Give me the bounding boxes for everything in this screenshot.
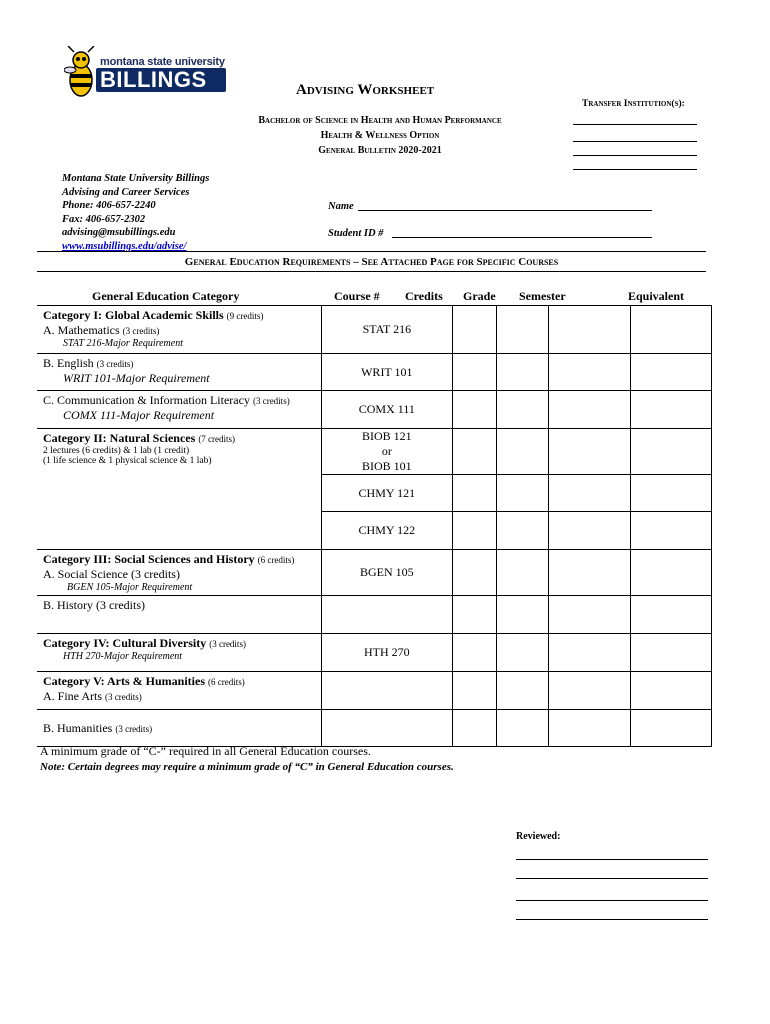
cat1-math-credits: (3 credits) xyxy=(122,326,160,336)
student-id-label: Student ID # xyxy=(328,228,384,239)
col-header-category: General Education Category xyxy=(92,289,240,303)
col-header-semester: Semester xyxy=(519,289,566,303)
semester-cell[interactable] xyxy=(549,634,631,672)
cat5-credits: (6 credits) xyxy=(208,677,245,687)
degree-line-1: Bachelor of Science in Health and Human Performance xyxy=(258,115,502,126)
section-title: General Education Requirements – See Attached Page for Specific Courses xyxy=(184,256,559,268)
cat1-title: Category I: Global Academic Skills xyxy=(43,308,224,322)
cat1-credits: (9 credits) xyxy=(226,311,264,321)
course-chmy121: CHMY 121 xyxy=(321,475,452,512)
table-row xyxy=(37,672,712,710)
degree-line-3: General Bulletin 2020-2021 xyxy=(318,145,442,156)
table-row xyxy=(37,596,712,634)
cat1-english-credits: (3 credits) xyxy=(96,359,134,369)
cat2-title: Category II: Natural Sciences xyxy=(43,431,196,445)
course-chmy122: CHMY 122 xyxy=(321,512,452,550)
grade-cell[interactable] xyxy=(496,672,549,710)
cat2-cell xyxy=(37,429,321,550)
transfer-institution-line-4[interactable] xyxy=(573,169,697,170)
course-finearts-blank[interactable] xyxy=(321,672,452,710)
grade-cell[interactable] xyxy=(496,710,549,747)
table-row xyxy=(37,710,712,747)
table-row xyxy=(37,306,712,354)
equivalent-cell[interactable] xyxy=(631,672,712,710)
logo-university-text: montana state university xyxy=(100,56,225,68)
cat1-english-cell xyxy=(37,354,321,391)
transfer-institution-line-2[interactable] xyxy=(573,141,697,142)
cat5-humanities-credits: (3 credits) xyxy=(115,723,153,734)
cat3-history-label: B. History (3 credits) xyxy=(43,598,145,612)
cat2-line-2: (1 life science & 1 physical science & 1 lab) xyxy=(43,456,212,466)
grade-cell[interactable] xyxy=(496,354,549,391)
grade-cell[interactable] xyxy=(496,596,549,634)
semester-cell[interactable] xyxy=(549,550,631,596)
page-title: Advising Worksheet xyxy=(296,82,435,98)
cat5-humanities-label: B. Humanities xyxy=(43,720,113,735)
credits-cell[interactable] xyxy=(452,391,496,429)
transfer-institution-line-1[interactable] xyxy=(573,124,697,125)
semester-cell[interactable] xyxy=(549,710,631,747)
col-header-grade: Grade xyxy=(463,289,496,303)
credits-cell[interactable] xyxy=(452,512,496,550)
grade-cell[interactable] xyxy=(496,634,549,672)
cat1-math-req: STAT 216-Major Requirement xyxy=(63,338,183,349)
transfer-institution-label: Transfer Institution(s): xyxy=(582,99,685,109)
note-min-grade: A minimum grade of “C-” required in all General Education courses. xyxy=(40,744,371,758)
semester-cell[interactable] xyxy=(549,672,631,710)
note-certain-degrees: Note: Certain degrees may require a minimum grade of “C” in General Education courses. xyxy=(40,761,454,773)
course-or: or xyxy=(381,444,392,458)
cat2-line-1: 2 lectures (6 credits) & 1 lab (1 credit) xyxy=(43,446,190,456)
reviewed-label: Reviewed: xyxy=(516,831,561,842)
contact-phone: Phone: 406-657-2240 xyxy=(62,200,156,211)
cat5-finearts-cell xyxy=(37,672,321,710)
equivalent-cell[interactable] xyxy=(631,475,712,512)
equivalent-cell[interactable] xyxy=(631,596,712,634)
course-writ101: WRIT 101 xyxy=(321,354,452,391)
grade-cell[interactable] xyxy=(496,550,549,596)
semester-cell[interactable] xyxy=(549,306,631,354)
table-row xyxy=(37,550,712,596)
cat1-comm-req: COMX 111-Major Requirement xyxy=(63,408,215,422)
name-label: Name xyxy=(328,201,354,212)
equivalent-cell[interactable] xyxy=(631,550,712,596)
grade-cell[interactable] xyxy=(496,475,549,512)
semester-cell[interactable] xyxy=(549,475,631,512)
cat5-finearts-label: A. Fine Arts xyxy=(43,689,103,703)
cat3-history-cell xyxy=(37,596,321,634)
cat4-req: HTH 270-Major Requirement xyxy=(63,651,183,662)
cat3-social-cell xyxy=(37,550,321,596)
equivalent-cell[interactable] xyxy=(631,634,712,672)
credits-cell[interactable] xyxy=(452,672,496,710)
credits-cell[interactable] xyxy=(452,634,496,672)
grade-cell[interactable] xyxy=(496,306,549,354)
credits-cell[interactable] xyxy=(452,429,496,475)
cat4-cell xyxy=(37,634,321,672)
cat2-credits: (7 credits) xyxy=(198,434,236,444)
cat3-social-req: BGEN 105-Major Requirement xyxy=(67,582,193,593)
section-rule-bottom xyxy=(37,271,706,272)
equivalent-cell[interactable] xyxy=(631,391,712,429)
transfer-institution-line-3[interactable] xyxy=(573,155,697,156)
semester-cell[interactable] xyxy=(549,354,631,391)
section-rule-top xyxy=(37,251,706,252)
col-header-course: Course # xyxy=(334,289,380,303)
course-stat216: STAT 216 xyxy=(321,306,452,354)
table-row xyxy=(37,429,712,475)
contact-dept: Advising and Career Services xyxy=(62,186,190,198)
cat4-title: Category IV: Cultural Diversity xyxy=(43,636,207,650)
reviewed-line-2[interactable] xyxy=(516,878,708,879)
degree-line-2: Health & Wellness Option xyxy=(320,130,440,141)
course-biob101: BIOB 101 xyxy=(362,459,412,473)
table-row xyxy=(37,634,712,672)
contact-info xyxy=(62,172,209,253)
cat1-comm-credits: (3 credits) xyxy=(252,396,290,406)
equivalent-cell[interactable] xyxy=(631,354,712,391)
cat5-finearts-credits: (3 credits) xyxy=(105,692,142,702)
cat3-credits: (6 credits) xyxy=(257,555,295,565)
col-header-equivalent: Equivalent xyxy=(628,289,685,303)
yellowjacket-mascot-icon xyxy=(64,46,98,102)
credits-cell[interactable] xyxy=(452,596,496,634)
cat1-math-cell xyxy=(37,306,321,354)
cat1-comm-cell xyxy=(37,391,321,429)
cat5-title: Category V: Arts & Humanities xyxy=(43,674,205,688)
equivalent-cell[interactable] xyxy=(631,710,712,747)
col-header-credits: Credits xyxy=(405,289,443,303)
equivalent-cell[interactable] xyxy=(631,429,712,475)
credits-cell[interactable] xyxy=(452,475,496,512)
reviewed-line-3[interactable] xyxy=(516,900,708,901)
course-history-blank[interactable] xyxy=(321,596,452,634)
grade-cell[interactable] xyxy=(496,391,549,429)
name-field[interactable] xyxy=(358,210,652,211)
cat3-social-label: A. Social Science (3 credits) xyxy=(43,567,180,581)
semester-cell[interactable] xyxy=(549,429,631,475)
credits-cell[interactable] xyxy=(452,354,496,391)
semester-cell[interactable] xyxy=(549,512,631,550)
cat1-english-req: WRIT 101-Major Requirement xyxy=(63,371,210,385)
credits-cell[interactable] xyxy=(452,306,496,354)
semester-cell[interactable] xyxy=(549,391,631,429)
contact-web-link[interactable]: www.msubillings.edu/advise/ xyxy=(62,240,187,252)
logo-billings-text: BILLINGS xyxy=(100,67,207,92)
reviewed-line-4[interactable] xyxy=(516,919,708,920)
credits-cell[interactable] xyxy=(452,710,496,747)
course-biob121: BIOB 121 xyxy=(362,429,412,443)
grade-cell[interactable] xyxy=(496,512,549,550)
cat4-credits: (3 credits) xyxy=(209,639,246,649)
cat1-math-label: A. Mathematics xyxy=(43,323,120,337)
student-id-field[interactable] xyxy=(392,237,652,238)
degree-heading xyxy=(190,113,570,158)
equivalent-cell[interactable] xyxy=(631,512,712,550)
cat1-comm-label: C. Communication & Information Literacy xyxy=(43,393,250,407)
msub-logo xyxy=(62,44,230,104)
reviewed-line-1[interactable] xyxy=(516,859,708,860)
table-row xyxy=(37,391,712,429)
course-bgen105: BGEN 105 xyxy=(321,550,452,596)
course-biob xyxy=(321,429,452,475)
contact-fax: Fax: 406-657-2302 xyxy=(62,213,146,225)
gen-ed-table xyxy=(37,305,712,747)
contact-email[interactable]: advising@msubillings.edu xyxy=(62,227,176,238)
course-hth270: HTH 270 xyxy=(321,634,452,672)
equivalent-cell[interactable] xyxy=(631,306,712,354)
cat5-humanities-cell xyxy=(37,710,321,747)
course-humanities-blank[interactable] xyxy=(321,710,452,747)
contact-org: Montana State University Billings xyxy=(62,173,210,184)
cat1-english-label: B. English xyxy=(43,356,94,370)
table-row xyxy=(37,354,712,391)
credits-cell[interactable] xyxy=(452,550,496,596)
grade-cell[interactable] xyxy=(496,429,549,475)
course-comx111: COMX 111 xyxy=(321,391,452,429)
semester-cell[interactable] xyxy=(549,596,631,634)
cat3-title: Category III: Social Sciences and History xyxy=(43,552,255,566)
